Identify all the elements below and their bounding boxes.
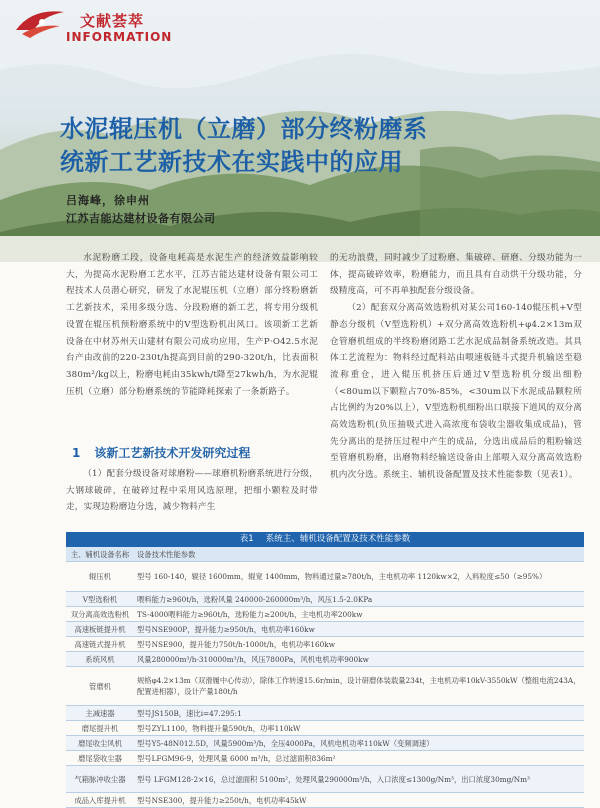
equipment-spec: 规格φ4.2×13m（双滑履中心传动），除体工作转速15.6r/min，设计研磨体装载量234t，主电机功率10kV-3550kW（整组电流243A，配置进相器），设计产量180t/h bbox=[134, 667, 584, 706]
table-row bbox=[66, 592, 584, 607]
continued-paragraph: 的无功浪费，同时减少了过粉磨、集破碎、研磨、分级功能为一体，提高破碎效率，粉磨能力，而且具有自动烘干分级功能，分级精度高，可不再单独配套分级设备。 bbox=[330, 253, 582, 297]
equipment-spec: 型号NSE900，提升能力750t/h-1000t/h，电机功率160kw bbox=[134, 637, 584, 652]
left-column-intro bbox=[66, 250, 318, 400]
equipment-name: 系统风机 bbox=[66, 652, 134, 667]
table-row bbox=[66, 652, 584, 667]
header-cell: 设备技术性能参数 bbox=[134, 547, 584, 562]
article-title bbox=[60, 113, 580, 179]
equipment-spec: 型号NSE300，提升能力≥250t/h，电机功率45kW bbox=[134, 793, 584, 808]
section-heading bbox=[72, 444, 264, 461]
table-row bbox=[66, 622, 584, 637]
table-row bbox=[66, 637, 584, 652]
left-column-section bbox=[66, 466, 318, 516]
table-caption-text: 系统主、辅机设备配置及技术性能参数 bbox=[265, 534, 411, 544]
equipment-spec: 型号JS150B，速比i=47.295:1 bbox=[134, 706, 584, 721]
table-row bbox=[66, 562, 584, 592]
section-number: 1 bbox=[72, 446, 81, 460]
authors: 吕海峰，徐申州 bbox=[66, 194, 150, 207]
table-row bbox=[66, 766, 584, 793]
equipment-name: 主减速器 bbox=[66, 706, 134, 721]
equipment-spec: 型号ZYL1100，物料提升量590t/h，功率110kW bbox=[134, 721, 584, 736]
table-row bbox=[66, 706, 584, 721]
equipment-name: 高速板链提升机 bbox=[66, 622, 134, 637]
equipment-name: 辊压机 bbox=[66, 562, 134, 592]
equipment-name: 气箱脉冲收尘器 bbox=[66, 766, 134, 793]
table-row bbox=[66, 721, 584, 736]
logo-chinese-text: 文献荟萃 bbox=[80, 12, 145, 30]
equipment-name: 管磨机 bbox=[66, 667, 134, 706]
table-row bbox=[66, 607, 584, 622]
journal-logo bbox=[12, 4, 173, 44]
right-column bbox=[330, 250, 582, 484]
equipment-name: 双分离高效选粉机 bbox=[66, 607, 134, 622]
table-number: 表1 bbox=[239, 534, 254, 544]
table-row bbox=[66, 736, 584, 751]
equipment-spec: 风量280000m³/h-310000m³/h，风压7800Pa，风机电机功率900kw bbox=[134, 652, 584, 667]
equipment-name: 磨尾提升机 bbox=[66, 721, 134, 736]
logo-english-text: INFORMATION bbox=[66, 30, 173, 44]
equipment-spec: 型号LFGM96-9，处理风量 6000 m³/h，总过滤面积836m² bbox=[134, 751, 584, 766]
equipment-name: 磨尾袋收尘器 bbox=[66, 751, 134, 766]
equipment-spec: 型号NSE900P，提升能力≥950t/h，电机功率160kw bbox=[134, 622, 584, 637]
equipment-spec: 喂料能力≥960t/h，选粉风量 240000-260000m³/h，风压1.5-2.0KPa bbox=[134, 592, 584, 607]
equipment-name: 磨尾收尘风机 bbox=[66, 736, 134, 751]
table-row bbox=[66, 667, 584, 706]
section-title: 该新工艺新技术开发研究过程 bbox=[94, 446, 251, 460]
affiliation: 江苏吉能达建材设备有限公司 bbox=[66, 212, 216, 225]
equipment-spec: TS-4000喂料能力≥960t/h，选粉能力≥200t/h，主电机功率200kw bbox=[134, 607, 584, 622]
header-cell: 主、辅机设备名称 bbox=[66, 547, 134, 562]
equipment-name: V型选粉机 bbox=[66, 592, 134, 607]
intro-paragraph: 水泥粉磨工段，设备电耗高是水泥生产的经济效益影响较大，为提高水泥粉磨工艺水平，江苏吉能达建材设备有限公司工程技术人员潜心研究，研发了水泥辊压机（立磨）部分终粉磨新工艺新技术，采用多级分选、分段粉磨的新工艺，将专用分级机设置在辊压机预粉磨系统中的V型选粉机出风口。该项新工艺新设备在中材苏州天山建材有限公司成功应用，生产P·O42.5水泥台产由改前的220-230t/h提高到目前的290-320t/h，比表面积380m²/kg以上，粉磨电耗由35kwh/t降至27kwh/h，为水泥辊压机（立磨）部分粉磨系统的节能降耗探索了一条新路子。 bbox=[66, 253, 318, 397]
table-row bbox=[66, 793, 584, 808]
equipment-params-table bbox=[66, 547, 584, 808]
section-paragraph-2: （2）配套双分离高效选粉机对某公司160-140辊压机+V型静态分级机（V型选粉机）+双分离高效选粉机+φ4.2×13m双仓管磨机组成的半终粉磨闭路工艺水泥成品制备系统改造。其具体工艺流程为：物料经过配料站由喂速板链斗式提升机输送至稳流称重仓，进入辊压机挤压后通过V型选粉机分级出细粉（<80um以下颗粒占70%-85%，<30um以下水泥成品颗粒所占比例约为20%以上），V型选粉机细粉出口联接下道风的双分离高效选粉机(负压抽吸式进入高浓度布袋收尘器收集成成品)，管先分离出的是挤压过程中产生的成品，分选出成品后的粗粉输送至管磨机粉磨，出磨物料经输送设备由上部喂入双分离高效选粉机内次分选。系统主、辅机设备配置及技术性能参数（见表1）。 bbox=[330, 303, 582, 481]
section-paragraph-1: （1）配套分级设备对球磨粉——球磨机粉磨系统进行分级，大钢球破碎，在破碎过程中采用风选原理，把细小颗粒及时带走，实现边粉磨边分选，减少物料产生 bbox=[66, 469, 318, 513]
table-caption bbox=[66, 532, 584, 547]
equipment-spec: 型号 160-140，辊径 1600mm，辊宽 1400mm，物料通过量≥780t/h，主电机功率 1120kw×2，入料粒度≤50（≥95%） bbox=[134, 562, 584, 592]
table-row bbox=[66, 751, 584, 766]
equipment-spec: 型号 LFGM128-2×16，总过滤面积 5100m²，处理风量290000m³/h，入口浓度≤1300g/Nm³，出口浓度30mg/Nm³ bbox=[134, 766, 584, 793]
swoosh-logo-icon bbox=[12, 4, 68, 44]
equipment-table bbox=[66, 532, 584, 808]
equipment-name: 高速链式提升机 bbox=[66, 637, 134, 652]
table-header-row bbox=[66, 547, 584, 562]
title-line-2: 统新工艺新技术在实践中的应用 bbox=[60, 148, 403, 176]
title-line-1: 水泥辊压机（立磨）部分终粉磨系 bbox=[60, 115, 428, 143]
equipment-name: 成品入库提升机 bbox=[66, 793, 134, 808]
equipment-spec: 型号Y5-48N012.5D，风量5900m³/h，全压4000Pa，风机电机功率110kW（变频调速） bbox=[134, 736, 584, 751]
